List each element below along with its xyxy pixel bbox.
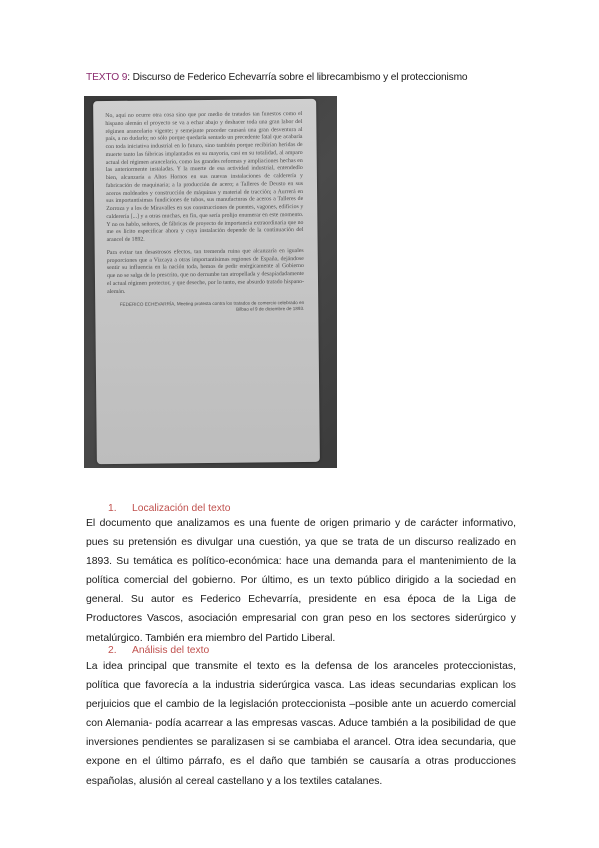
section-number: 2.: [108, 645, 117, 656]
source-text-photo: [84, 96, 337, 468]
photo-text: [105, 111, 304, 314]
section-title: Localización del texto: [132, 503, 231, 514]
section-heading-analisis: [108, 645, 209, 656]
document-title: [86, 72, 526, 83]
photo-source: FEDERICO ECHEVARRÍA, Meeting protesta contra los tratados de comercio celebrado en Bilbao el 9 de diciembre de 1893.: [119, 300, 305, 312]
photo-paper: [93, 99, 320, 464]
section-body: La idea principal que transmite el texto es la defensa de los aranceles proteccionistas, política que favorecía a la industria siderúrgica vasca. Las ideas secundarias explican los perjuicios que el cambio de la legislación proteccionista –posible ante un acuerdo comercial con Alemania- podía acarrear a las empresas vascas. Aduce también a la posibilidad de que inversiones pendientes se paralizasen si se cambiaba el arancel. Otra idea secundaria, que expone en el último párrafo, es el daño que también se causaría a otras producciones españolas, alusión al cereal castellano y a los textiles catalanes.: [86, 661, 516, 787]
photo-paragraph: Para evitar tan desastrosos efectos, tan tremenda ruina que alcanzaría en iguales proporciones que a Vizcaya a otras importantísimas regiones de España, dejándose sentir su influencia en la nación toda, hemos de pedir enérgicamente al Gobierno que no se salga de lo prescrito, que no derrumbe tan atropellada y desapiadadamente el actual régimen protector, y que deseche, por lo tanto, ese absurdo tratado hispano-alemán.: [106, 247, 305, 295]
section-body: El documento que analizamos es una fuente de origen primario y de carácter informativo, pues su pretensión es divulgar una cuestión, ya que se trata de un discurso realizado en 1893. Su temática es político-económica: hace una demanda para el mantenimiento de la política comercial del gobierno. Por último, es un texto público dirigido a la sociedad en general. Su autor es Federico Echevarría, presidente en esa época de la Liga de Productores Vascos, asociación empresarial con gran peso en los sectores siderúrgico y metalúrgico. También era miembro del Partido Liberal.: [86, 518, 516, 644]
photo-paragraph: No, aquí no ocurre otra cosa sino que por medio de tratados tan funestos como el hispano alemán el proyecto se va a echar abajo y deshacer toda una gran labor del régimen arancelario vigente; y semejante proceder causará una gran desventura al país, a no dudarlo; no sólo porque quedaría sentado un precedente fatal que acabaría con toda iniciativa industrial en lo futuro, sino también porque recibirían heridas de muerte tanto las fábricas implantadas en su mayoría, casi en su totalidad, al amparo actual del régimen arancelario, como las grandes reformas y ampliaciones hechas en las anteriormente instaladas. Y la muerte de esa actividad industrial, entendedlo bien, alcanzaría a Altos Hornos en sus nuevas instalaciones de calderería y fabricación de maquinaria; a la producción de acero; a Talleres de Deusto en sus aceros moldeados y construcción de máquinas y material de tracción; a Aurrerá en sus importantísimas fundiciones de tubos, sus manufacturas de aceros a Talleres de Zorroza y a los de Miravalles en sus construcciones de puentes, vagones, edificios y calderería [...] y a otras muchas, en fin, que sería prolijo enumerar en este momento. Y no os hablo, señores, de fábricas de proyecto de importancia extraordinaria que no me es lícito especificar ahora y cuya instalación depende de la continuación del arancel de 1892.: [105, 110, 304, 244]
section-number: 1.: [108, 503, 117, 514]
title-text: : Discurso de Federico Echevarría sobre el librecambismo y el proteccionismo: [127, 72, 468, 83]
title-tag: TEXTO 9: [86, 72, 128, 83]
section-heading-localizacion: [108, 503, 230, 514]
section-title: Análisis del texto: [132, 645, 210, 656]
